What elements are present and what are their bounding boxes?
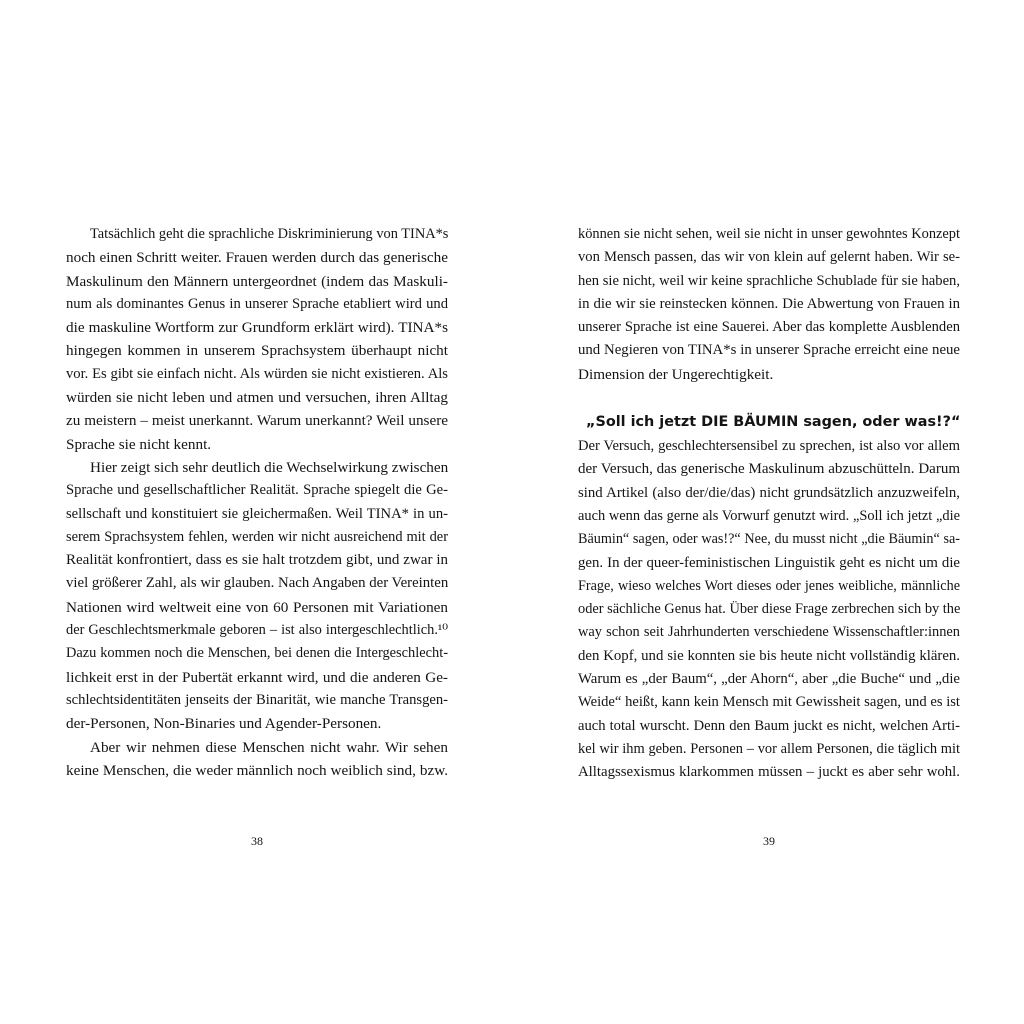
text-line: Frage, wieso welches Wort dieses oder jenes weibliche, männliche [578,577,960,594]
text-line: der-Personen, Non-Binaries und Agender-Personen. [66,715,382,733]
text-line: Hier zeigt sich sehr deutlich die Wechselwirkung zwischen [90,458,449,476]
text-line: die maskuline Wortform zur Grundform erklärt wird). TINA*s [66,319,448,337]
text-line: viel größerer Zahl, als wir glauben. Nach Angaben der Vereinten [66,575,449,592]
text-line: schlechtsidentitäten jenseits der Binarität, wie manche Transgen- [66,691,448,708]
text-line: auch wenn das gerne als Vorwurf genutzt wird. „Soll ich jetzt „die [578,507,960,524]
text-line: hingegen kommen in unserem Sprachsystem überhaupt nicht [66,342,448,360]
text-line: auch total wurscht. Denn den Baum juckt es nicht, welchen Arti- [578,717,960,734]
right-page-text [578,223,960,785]
text-line: würden sie nicht leben und atmen und versuchen, ihren Alltag [66,389,448,407]
text-line: den Kopf, und sie konnten sie bis heute nicht vollständig klären. [578,647,960,664]
right-page [512,0,1024,1024]
text-line: serem Sprachsystem fehlen, werden wir nicht ausreichend mit der [66,528,448,545]
text-line: in die wir sie reinstecken können. Die Abwertung von Frauen in [578,295,960,312]
text-line: Realität konfrontiert, dass es sie halt trotzdem gibt, und zwar in [66,552,448,569]
text-line: unserer Sprache ist eine Sauerei. Aber das komplette Ausblenden [578,319,960,336]
text-line: der Versuch, das generische Maskulinum abzuschütteln. Darum [578,461,960,478]
text-line: sellschaft und konstituiert sie gleichermaßen. Weil TINA* in un- [66,505,448,522]
page-number: 39 [763,834,775,848]
text-line: Alltagssexismus klarkommen müssen – juckt es aber sehr wohl. [578,764,960,781]
text-line: Weide“ heißt, kann kein Mensch mit Gewissheit sagen, und es ist [578,694,960,711]
text-line: Nationen wird weltweit eine von 60 Personen mit Variationen [66,598,448,616]
text-line: Dimension der Ungerechtigkeit. [578,365,774,383]
text-line: Bäumin“ sagen, oder was!?“ Nee, du musst nicht „die Bäumin“ sa- [578,531,960,548]
text-line: keine Menschen, die weder männlich noch weiblich sind, bzw. [66,761,448,779]
left-page-text [66,223,448,782]
section-heading: „Soll ich jetzt DIE BÄUMIN sagen, oder was!?“ [586,414,961,431]
text-line: Aber wir nehmen diese Menschen nicht wahr. Wir sehen [90,738,448,756]
text-line: Sprache sie nicht kennt. [66,435,212,453]
text-line: way schon seit Jahrhunderten verschiedene Wissenschaftler:innen [578,624,960,641]
text-line: Der Versuch, geschlechtersensibel zu sprechen, ist also vor allem [578,438,960,455]
text-line: Warum es „der Baum“, „der Ahorn“, aber „die Buche“ und „die [578,671,960,688]
text-line: num als dominantes Genus in unserer Sprache etabliert wird und [66,295,448,312]
text-line: vor. Es gibt sie einfach nicht. Als würden sie nicht existieren. Als [66,365,448,382]
text-line: Sprache und gesellschaftlicher Realität. Sprache spiegelt die Ge- [66,482,448,499]
text-line: der Geschlechtsmerkmale geboren – ist also intergeschlechtlich.¹⁰ [66,622,448,639]
text-line: Dazu kommen noch die Menschen, bei denen die Intergeschlecht- [66,645,448,662]
text-line: gen. In der queer-feministischen Linguistik geht es nicht um die [578,554,960,571]
paragraph-gap [578,386,960,409]
page-number: 38 [251,834,263,848]
text-line: kel wir ihm geben. Personen – vor allem Personen, die täglich mit [578,740,960,757]
text-line: können sie nicht sehen, weil sie nicht in unser gewohntes Konzept [578,226,960,242]
text-line: zu meistern – meist unerkannt. Warum unerkannt? Weil unsere [66,412,448,430]
text-line: und Negieren von TINA*s in unserer Sprache erreicht eine neue [578,342,960,359]
text-line: Tatsächlich geht die sprachliche Diskriminierung von TINA*s [90,226,449,242]
text-line: lichkeit erst in der Pubertät erkannt wird, und die anderen Ge- [66,668,448,686]
text-line: sind Artikel (also der/die/das) nicht grundsätzlich anzuzweifeln, [578,484,960,501]
text-line: von Mensch passen, das wir von klein auf gelernt haben. Wir se- [578,249,960,266]
text-line: noch einen Schritt weiter. Frauen werden durch das generische [66,249,448,267]
text-line: hen sie nicht, weil wir keine sprachliche Schublade für sie haben, [578,272,960,289]
text-line: oder sächliche Genus hat. Über diese Frage zerbrechen sich by the [578,601,961,618]
text-line: Maskulinum den Männern untergeordnet (indem das Maskuli- [66,272,448,290]
